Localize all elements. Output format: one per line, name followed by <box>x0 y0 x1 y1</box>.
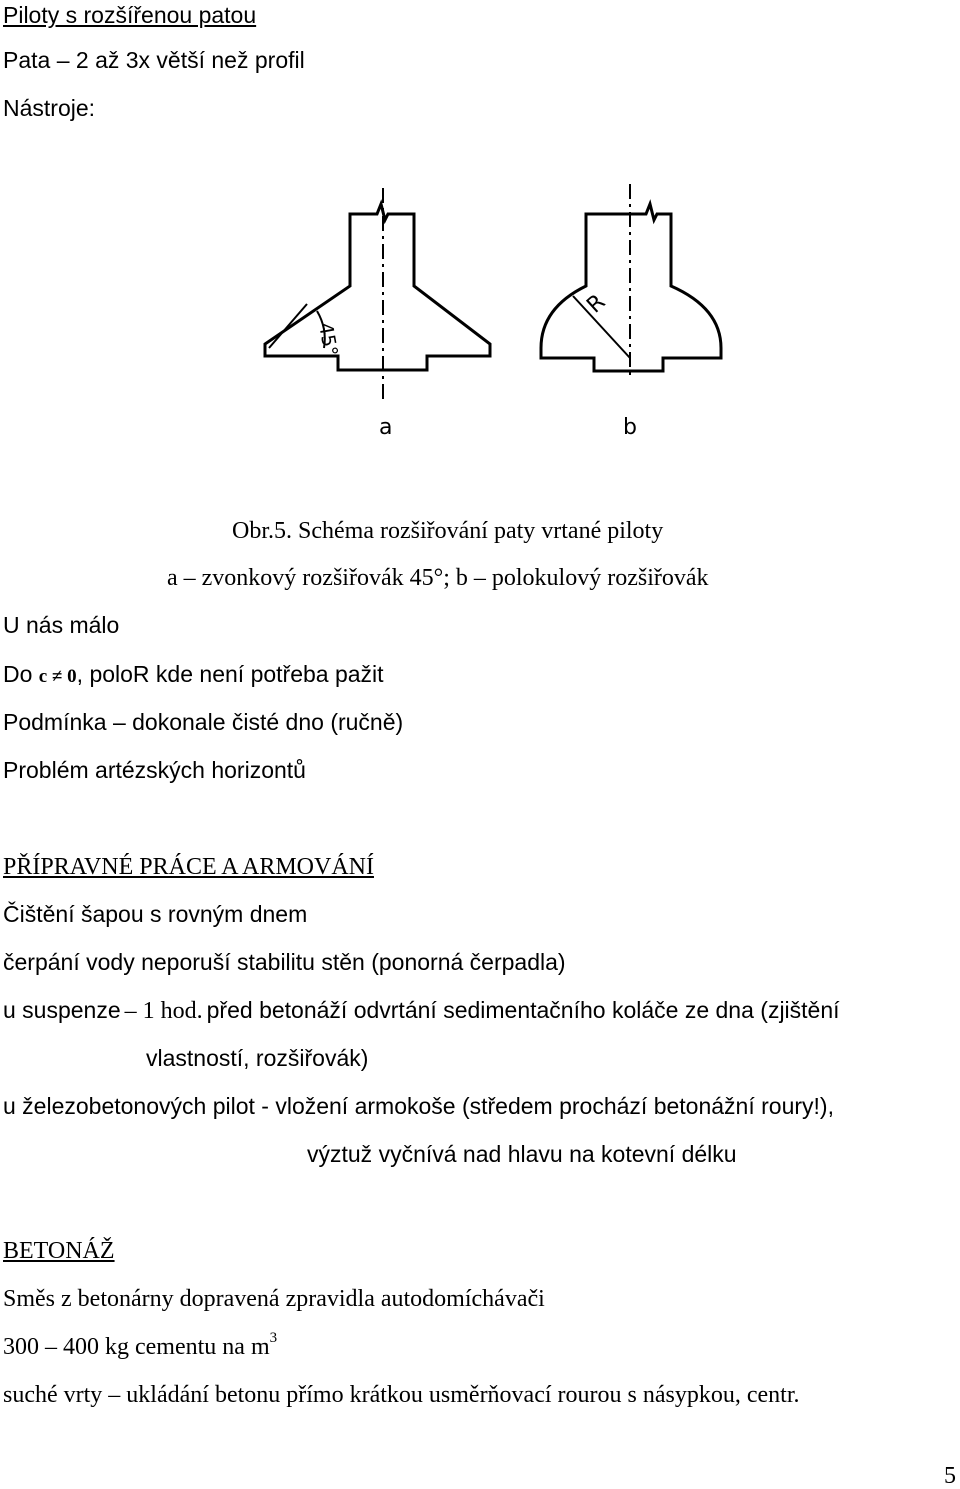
section-heading-preparation: PŘÍPRAVNÉ PRÁCE A ARMOVÁNÍ <box>3 854 374 880</box>
pile-a-outline <box>265 204 490 370</box>
label-b: b <box>623 415 637 440</box>
page-number: 5 <box>944 1463 956 1489</box>
note-cohesion-suffix: , poloR kde není potřeba pažit <box>76 661 384 687</box>
note-problem: Problém artézských horizontů <box>3 757 306 783</box>
prep-line-suspension <box>3 999 840 1023</box>
prep-suspension-time: – 1 hod. <box>124 998 203 1024</box>
tools-label: Nástroje: <box>3 95 96 121</box>
prep-line-pumping: čerpání vody neporuší stabilitu stěn (ponorná čerpadla) <box>3 949 566 975</box>
concrete-line-dry-boreholes: suché vrty – ukládání betonu přímo krátkou usměrňovací rourou s násypkou, centr. <box>3 1382 800 1408</box>
note-condition: Podmínka – dokonale čisté dno (ručně) <box>3 709 404 735</box>
radius-label: R <box>582 289 611 319</box>
underream-schema-figure <box>255 178 735 440</box>
page-heading: Piloty s rozšířenou patou <box>3 2 257 28</box>
prep-line-cleaning: Čištění šapou s rovným dnem <box>3 901 308 927</box>
angle-ray <box>269 304 307 348</box>
prep-line-reinforcement: u železobetonových pilot - vložení armokoše (středem prochází betonážní roury!), <box>3 1093 834 1119</box>
prep-line-suspension-cont: vlastností, rozšiřovák) <box>146 1045 369 1071</box>
prep-suspension-label: u suspenze <box>3 997 121 1023</box>
concrete-cement-text: 300 – 400 kg cementu na m <box>3 1334 270 1360</box>
prep-suspension-desc: před betonáží odvrtání sedimentačního koláče ze dna (zjištění <box>206 997 840 1023</box>
cubic-superscript: 3 <box>269 1330 278 1346</box>
prep-line-reinforcement-cont: výztuž vyčnívá nad hlavu na kotevní délku <box>307 1141 737 1167</box>
figure-caption-legend: a – zvonkový rozšiřovák 45°; b – polokulový rozšiřovák <box>167 565 709 591</box>
heel-size-note: Pata – 2 až 3x větší než profil <box>3 47 305 73</box>
angle-label: 45° <box>314 321 342 359</box>
cohesion-formula: c ≠ 0 <box>38 666 77 687</box>
figure-caption: Obr.5. Schéma rozšiřování paty vrtané piloty <box>232 518 664 544</box>
note-cohesion-prefix: Do <box>3 661 33 687</box>
concrete-line-mix: Směs z betonárny dopravená zpravidla autodomíchávači <box>3 1286 545 1312</box>
label-a: a <box>379 415 393 440</box>
concrete-line-cement <box>3 1330 278 1360</box>
note-cohesion <box>3 663 384 686</box>
section-heading-concreting: BETONÁŽ <box>3 1238 115 1264</box>
note-usage: U nás málo <box>3 612 120 638</box>
